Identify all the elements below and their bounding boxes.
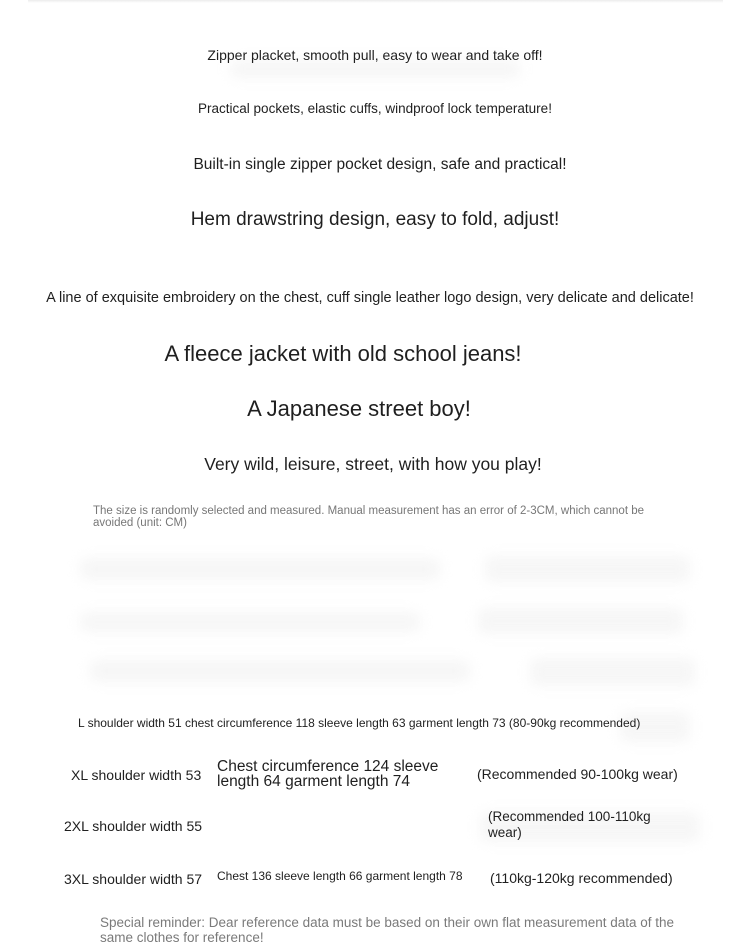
feature-zipper: Zipper placket, smooth pull, easy to wear and take off! xyxy=(207,47,543,63)
background-artifact xyxy=(80,612,420,632)
background-artifact xyxy=(485,556,690,582)
top-divider xyxy=(28,0,723,3)
feature-embroidery: A line of exquisite embroidery on the chest, cuff single leather logo design, very delicate and delicate! xyxy=(46,290,694,306)
special-reminder: Special reminder: Dear reference data must be based on their own flat measurement data of the same clothes for reference! xyxy=(100,915,675,945)
background-artifact xyxy=(478,608,683,634)
background-artifact xyxy=(90,660,470,682)
size-xl-measures: Chest circumference 124 sleeve length 64 garment length 74 xyxy=(217,758,439,790)
feature-pockets: Practical pockets, elastic cuffs, windproof lock temperature! xyxy=(198,101,552,116)
size-xl-shoulder: XL shoulder width 53 xyxy=(71,767,202,783)
feature-inner-pocket: Built-in single zipper pocket design, safe and practical! xyxy=(193,156,567,173)
feature-fleece: A fleece jacket with old school jeans! xyxy=(164,341,522,366)
background-artifact xyxy=(530,658,695,686)
size-2xl-recommend: (Recommended 100-110kg wear) xyxy=(488,809,651,840)
background-artifact xyxy=(80,558,440,580)
feature-wild: Very wild, leisure, street, with how you play! xyxy=(204,454,542,474)
size-row-l: L shoulder width 51 chest circumference 118 sleeve length 63 garment length 73 (80-90kg recommended) xyxy=(78,716,641,730)
feature-hem: Hem drawstring design, easy to fold, adjust! xyxy=(190,209,560,230)
size-3xl-recommend: (110kg-120kg recommended) xyxy=(490,870,673,886)
size-2xl-shoulder: 2XL shoulder width 55 xyxy=(64,818,203,834)
size-note: The size is randomly selected and measured. Manual measurement has an error of 2-3CM, which cannot be avoided (unit: CM) xyxy=(93,505,644,529)
feature-japanese: A Japanese street boy! xyxy=(247,396,471,421)
size-xl-recommend: (Recommended 90-100kg wear) xyxy=(477,766,678,782)
size-3xl-measures: Chest 136 sleeve length 66 garment length 78 xyxy=(217,869,463,883)
size-3xl-shoulder: 3XL shoulder width 57 xyxy=(64,871,203,887)
